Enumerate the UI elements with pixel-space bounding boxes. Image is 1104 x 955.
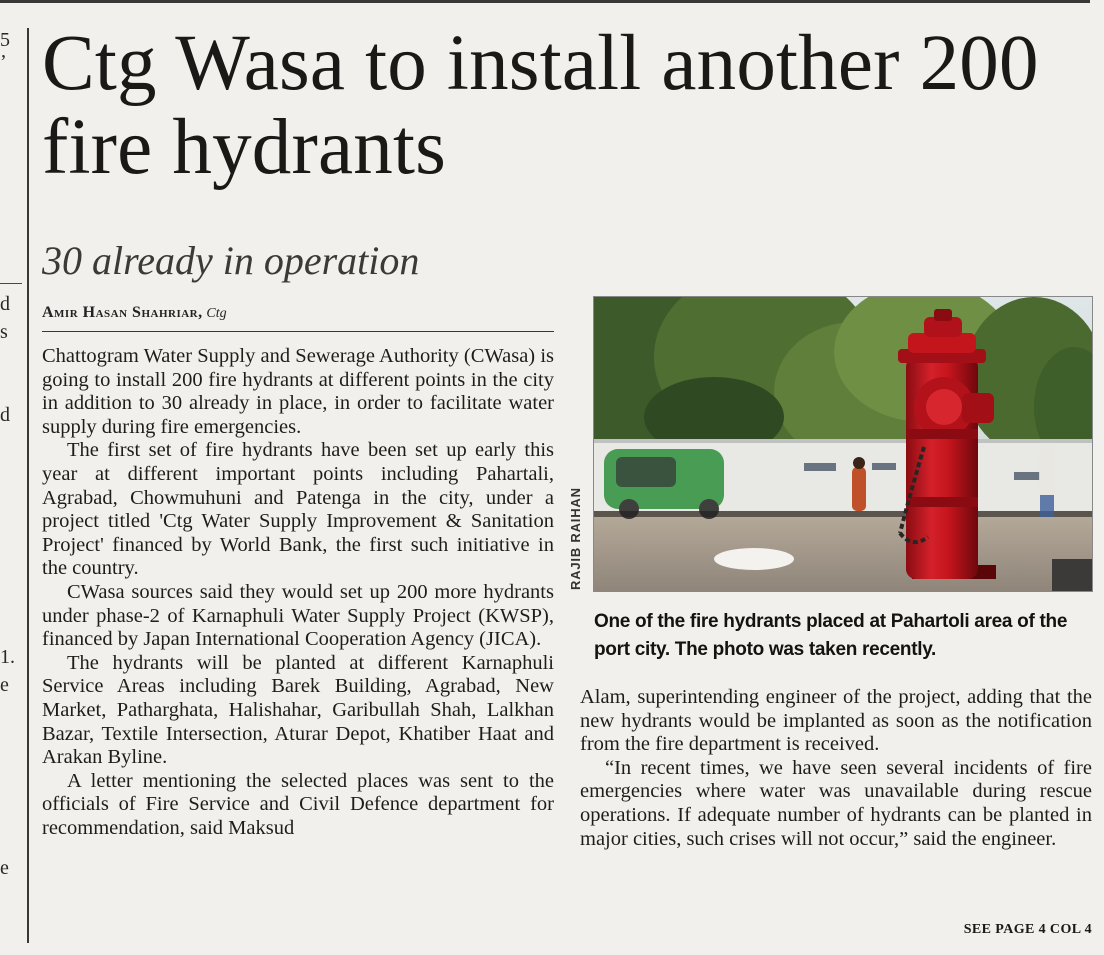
neighbour-fragment: s <box>0 321 8 343</box>
paragraph: “In recent times, we have seen several incidents of fire emergencies where water was unavailable during rescue operations. If adequate number of hydrants can be planted in major cities, such crises will not occur,” said the engineer. <box>580 756 1092 850</box>
continued-jump-line: SEE PAGE 4 COL 4 <box>963 922 1092 937</box>
neighbour-fragment: e <box>0 857 9 879</box>
neighbour-fragment: e <box>0 674 9 696</box>
paragraph: A letter mentioning the selected places was sent to the officials of Fire Service and Civil Defence department for recommendation, said Maksud <box>42 769 554 839</box>
article-body-left <box>42 345 554 840</box>
neighbour-fragment: ’ <box>0 51 7 73</box>
neighbour-fragment: d <box>0 404 10 426</box>
headline: Ctg Wasa to install another 200 fire hydrants <box>42 20 1039 191</box>
neighbour-fragment: 1. <box>0 646 15 668</box>
kicker-subheadline: 30 already in operation <box>42 238 420 283</box>
byline-place: Ctg <box>206 306 227 321</box>
paragraph: Chattogram Water Supply and Sewerage Authority (CWasa) is going to install 200 fire hydrants at different points in the city in addition to 30 already in place, in order to facilitate water supply during fire emergencies. <box>42 345 554 438</box>
photo-credit <box>568 298 588 590</box>
byline-rule <box>42 331 554 332</box>
fire-hydrant-photo <box>594 297 1092 591</box>
byline-author: Amir Hasan Shahriar, <box>42 304 203 321</box>
photo-caption: One of the fire hydrants placed at Pahartoli area of the port city. The photo was taken recently. <box>594 611 1068 660</box>
paragraph: CWasa sources said they would set up 200 more hydrants under phase-2 of Karnaphuli Water Supply Project (KWSP), financed by Japan International Cooperation Agency (JICA). <box>42 580 554 651</box>
paragraph: The first set of fire hydrants have been set up early this year at different important points including Pahartali, Agrabad, Chowmuhuni and Patenga in the city, under a project titled 'Ctg Water Supply Improvement & Sanitation Project' financed by World Bank, the first such initiative in the country. <box>42 439 554 580</box>
paragraph: The hydrants will be planted at different Karnaphuli Service Areas including Barek Building, Agrabad, New Market, Patharghata, Halishahar, Garibullah Shah, Lalkhan Bazar, Textile Intersection, Aturar Depot, Khatiber Haat and Arakan Byline. <box>42 651 554 769</box>
byline <box>42 303 562 324</box>
neighbour-fragment: 5 <box>0 29 10 51</box>
neighbour-rule <box>0 283 22 284</box>
news-photo <box>593 296 1093 592</box>
photo-credit-name: RAJIB RAIHAN <box>568 487 583 590</box>
article-body-right <box>580 686 1092 851</box>
neighbour-fragment: d <box>0 293 10 315</box>
column-divider <box>27 28 29 943</box>
top-rule <box>0 0 1090 3</box>
paragraph: Alam, superintending engineer of the project, adding that the new hydrants would be implanted as soon as the notification from the fire department is received. <box>580 686 1092 756</box>
